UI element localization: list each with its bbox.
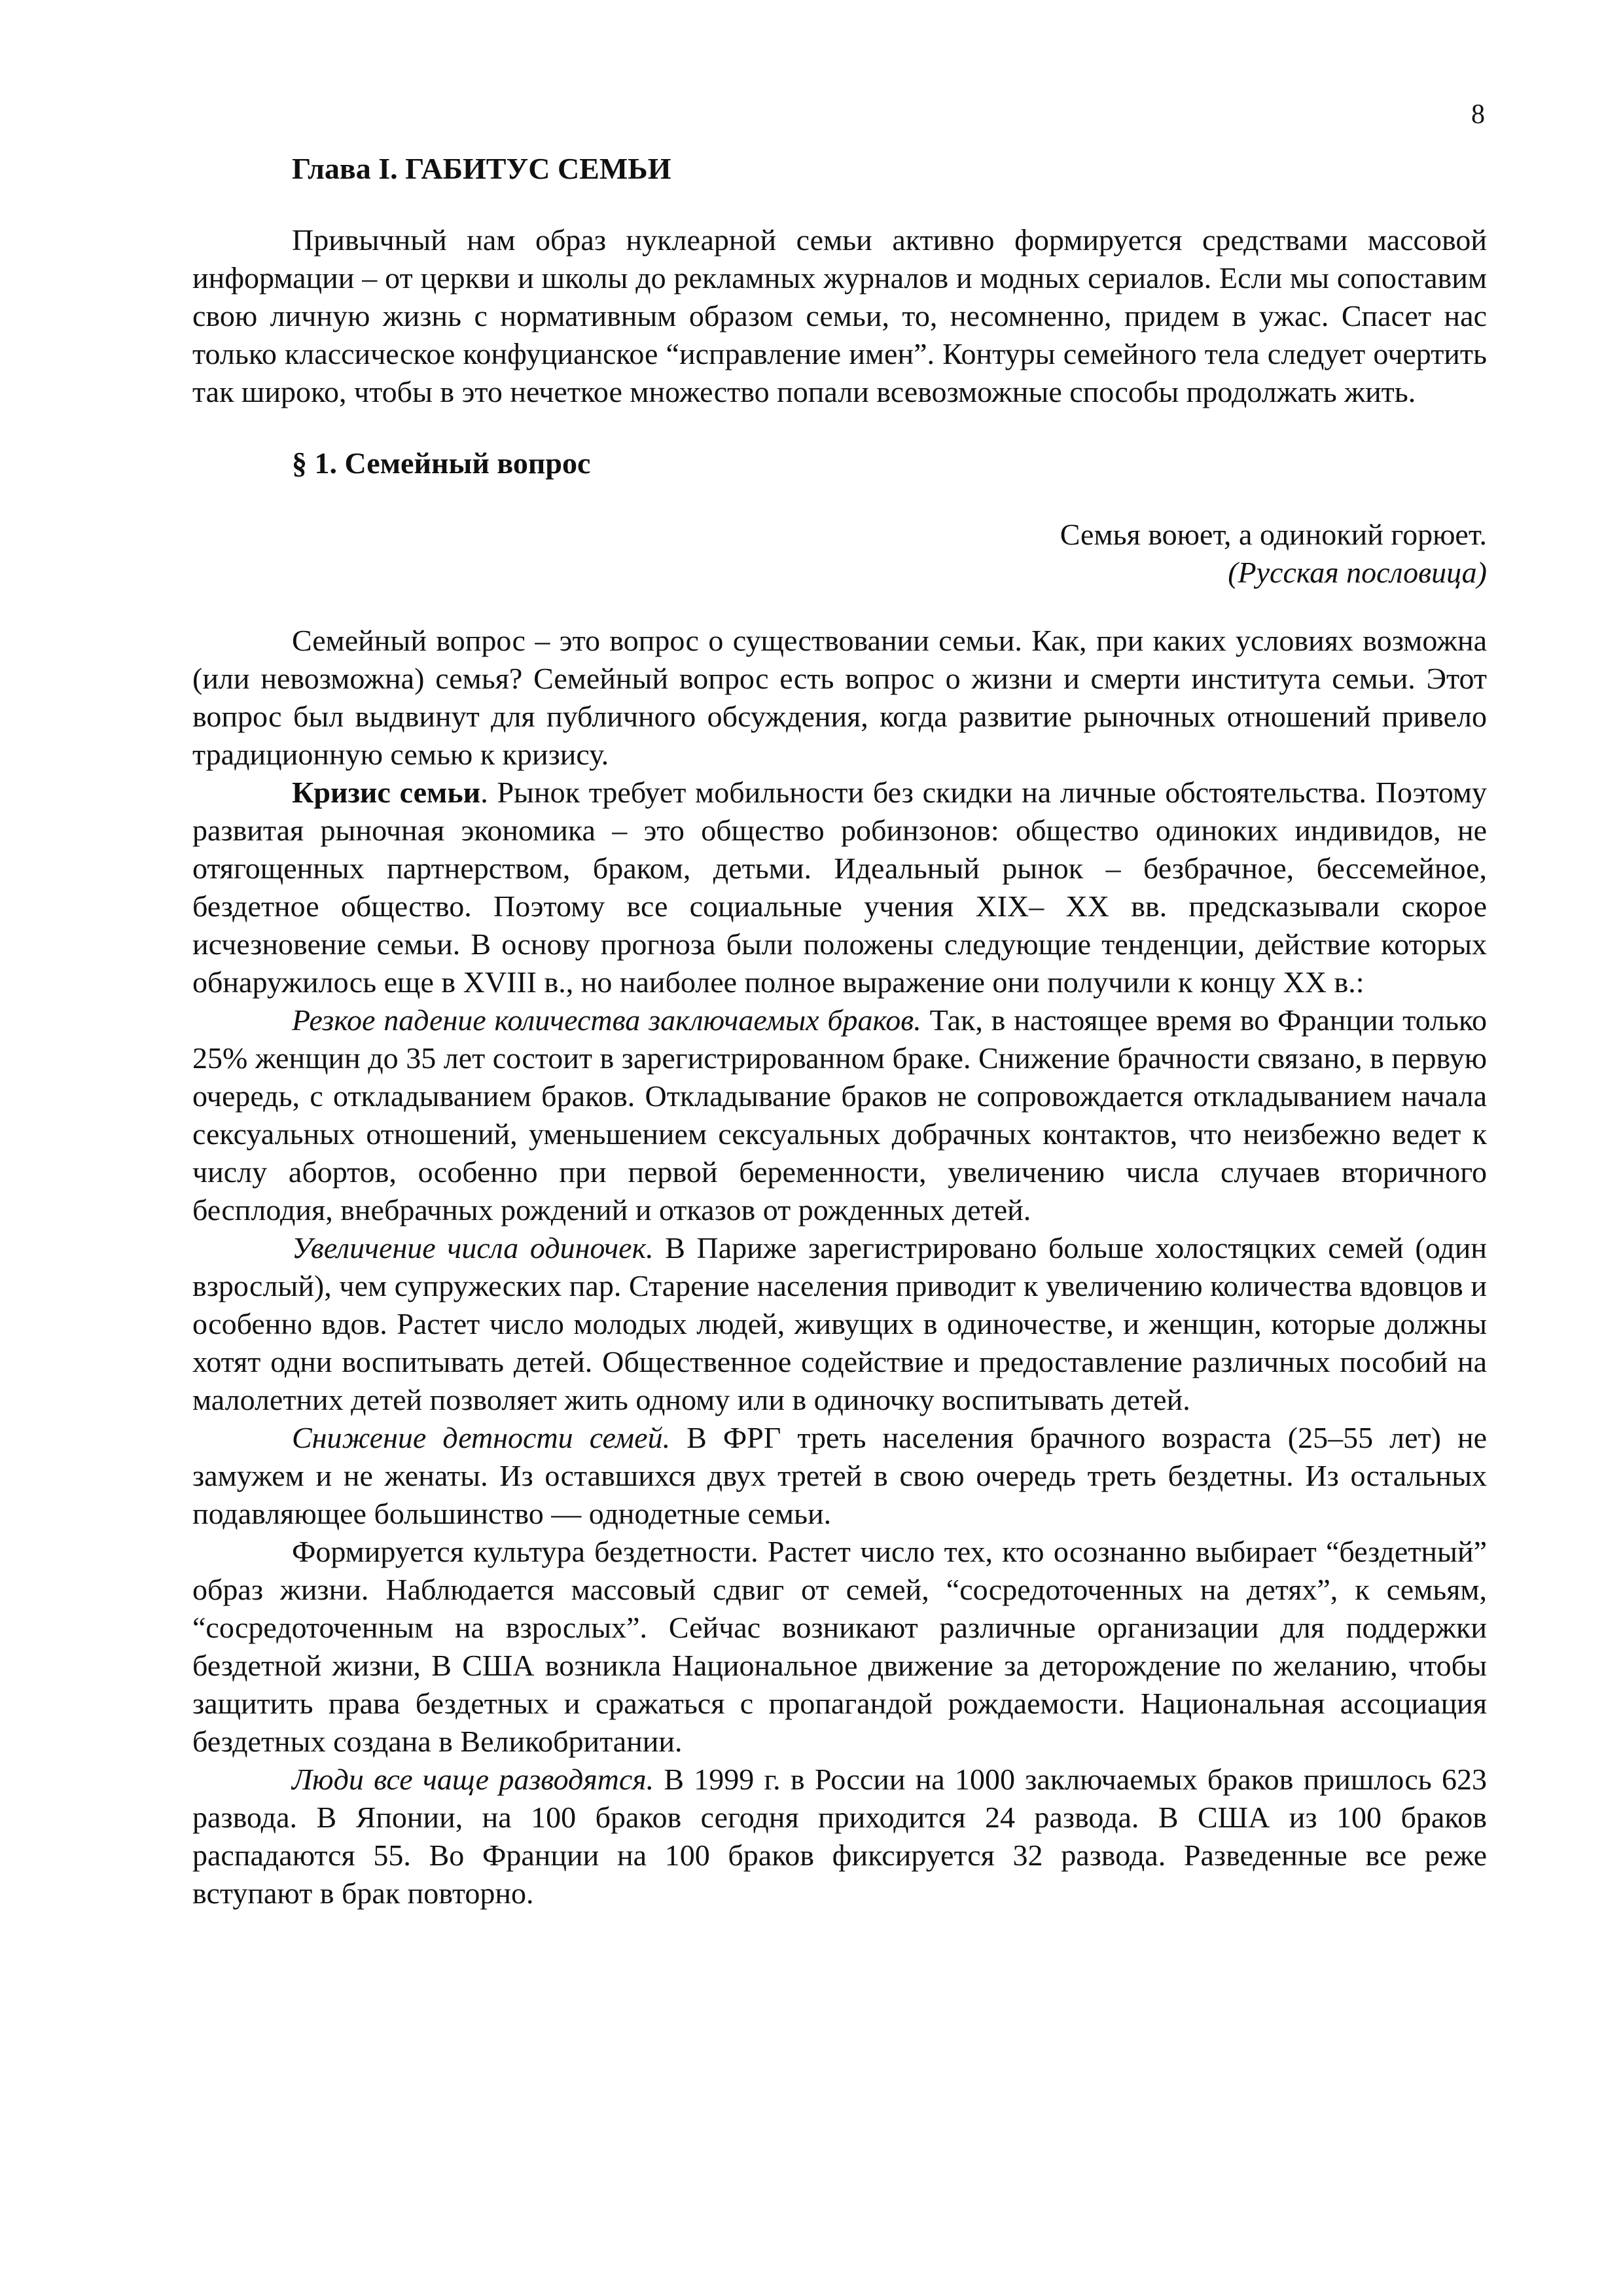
singles-text: В Париже зарегистрировано больше холостяцких семей (один взрослый), чем супружеских пар. Старение населения приводит к увеличению количества вдовцов и особенно вдов. Растет число молодых людей, живущих в одиночестве, и женщин, которые должны хотят одни воспитывать детей. Общественное содействие и предоставление различных пособий на малолетних детей позволяет жить одному или в одиночку воспитывать детей. [192, 1231, 1488, 1416]
paragraph-divorces [192, 1761, 1487, 1912]
paragraph-childfree-culture: Формируется культура бездетности. Растет число тех, кто осознанно выбирает “бездетный” образ жизни. Наблюдается массовый сдвиг от семей, “сосредоточенных на детях”, к семьям, “сосредоточенным на взрослых”. Сейчас возникают различные организации для поддержки бездетной жизни, В США возникла Национальное движение за деторождение по желанию, чтобы защитить права бездетных и сражаться с пропагандой рождаемости. Национальная ассоциация бездетных создана в Великобритании. [192, 1535, 1487, 1758]
crisis-text: . Рынок требует мобильности без скидки на личные обстоятельства. Поэтому развитая рыночная экономика – это общество робинзонов: общество одиноких индивидов, не отягощенных партнерством, браком, детьми. Идеальный рынок – безбрачное, бессемейное, бездетное общество. Поэтому все социальные учения XIX– XX вв. предсказывали скорое исчезновение семьи. В основу прогноза были положены следующие тенденции, действие которых обнаружилось еще в XVIII в., но наиболее полное выражение они получили к концу XX в.: [192, 776, 1487, 999]
crisis-lead: Кризис семьи [292, 776, 481, 809]
childlessness-text: В ФРГ треть населения брачного возраста (25–55 лет) не замужем и не женаты. Из оставшихся двух третей в свою очередь треть бездетны. Из остальных подавляющее большинство — однодетные семьи. [192, 1421, 1487, 1530]
epigraph-source: (Русская пословица) [1228, 556, 1487, 589]
paragraph-childlessness [192, 1419, 1487, 1533]
intro-paragraph: Привычный нам образ нуклеарной семьи активно формируется средствами массовой информации – от церкви и школы до рекламных журналов и модных сериалов. Если мы сопоставим свою личную жизнь с нормативным образом семьи, то, несомненно, придем в ужас. Спасет нас только классическое конфуцианское “исправление имен”. Контуры семейного тела следует очертить так широко, чтобы в это нечеткое множество попали всевозможные способы продолжать жить. [192, 223, 1487, 408]
paragraph-singles [192, 1229, 1487, 1419]
childlessness-lead: Снижение детности семей. [292, 1421, 671, 1454]
paragraph-family-question: Семейный вопрос – это вопрос о существовании семьи. Как, при каких условиях возможна (или невозможна) семья? Семейный вопрос есть вопрос о жизни и смерти института семьи. Этот вопрос был выдвинут для публичного обсуждения, когда развитие рыночных отношений привело традиционную семью к кризису. [192, 624, 1487, 771]
section-title: § 1. Семейный вопрос [292, 446, 591, 480]
epigraph [192, 516, 1487, 592]
epigraph-quote: Семья воюет, а одинокий горюет. [1060, 518, 1487, 551]
marriage-decline-lead: Резкое падение количества заключаемых браков. [292, 1003, 921, 1037]
page-content [192, 149, 1487, 1912]
paragraph-marriage-decline [192, 1001, 1487, 1229]
paragraph-crisis [192, 774, 1487, 1001]
marriage-decline-text: Так, в настоящее время во Франции только 25% женщин до 35 лет состоит в зарегистрированном браке. Снижение брачности связано, в первую очередь, с откладыванием браков. Откладывание браков не сопровождается откладыванием начала сексуальных отношений, уменьшением сексуальных добрачных контактов, что неизбежно ведет к числу абортов, особенно при первой беременности, увеличению числа случаев вторичного бесплодия, внебрачных рождений и отказов от рожденных детей. [192, 1003, 1487, 1227]
divorces-text: В 1999 г. в России на 1000 заключаемых браков пришлось 623 развода. В Японии, на 100 браков сегодня приходится 24 развода. В США из 100 браков распадаются 55. Во Франции на 100 браков фиксируется 32 развода. Разведенные все реже вступают в брак повторно. [192, 1763, 1487, 1910]
chapter-title: Глава I. ГАБИТУС СЕМЬИ [292, 152, 671, 185]
page-number: 8 [1471, 99, 1485, 130]
divorces-lead: Люди все чаще разводятся. [292, 1763, 654, 1796]
singles-lead: Увеличение числа одиночек. [292, 1231, 654, 1265]
